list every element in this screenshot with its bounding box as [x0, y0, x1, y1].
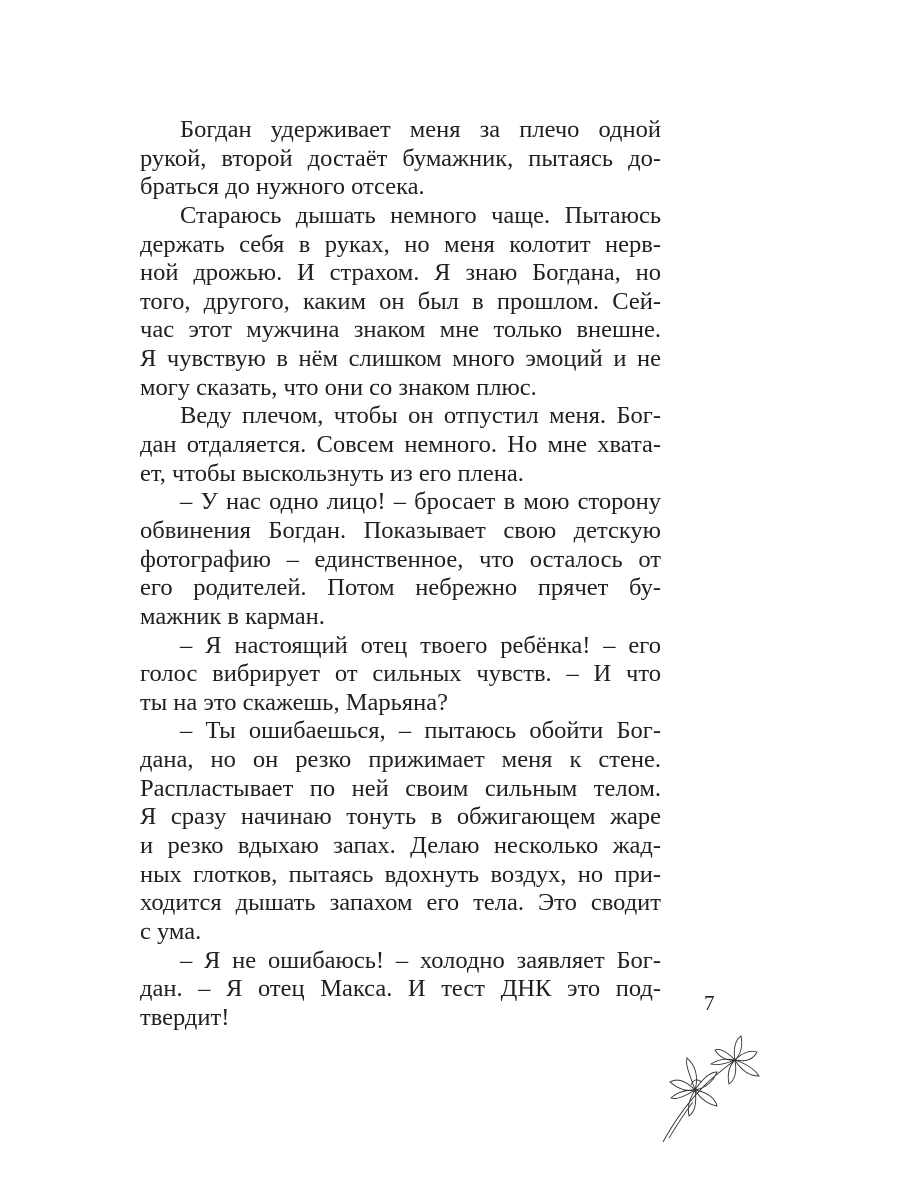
- text-line: дана, но он резко прижимает меня к стене.: [140, 746, 661, 774]
- text-line: ной дрожью. И страхом. Я знаю Богдана, но: [140, 259, 661, 287]
- text-line: ходится дышать запахом его тела. Это сводит: [140, 889, 661, 917]
- text-line: Я сразу начинаю тонуть в обжигающем жаре: [140, 803, 661, 831]
- text-line: могу сказать, что они со знаком плюс.: [140, 373, 537, 401]
- text-line: – У нас одно лицо! – бросает в мою сторону: [180, 488, 661, 516]
- text-line: голос вибрирует от сильных чувств. – И что: [140, 660, 661, 688]
- text-line: держать себя в руках, но меня колотит нерв-: [140, 230, 661, 258]
- text-line: и резко вдыхаю запах. Делаю несколько жад-: [140, 832, 661, 860]
- text-line: Веду плечом, чтобы он отпустил меня. Бог-: [180, 402, 661, 430]
- text-line: ных глотков, пытаясь вдохнуть воздух, но при-: [140, 860, 661, 888]
- text-line: мажник в карман.: [140, 602, 325, 630]
- text-line: его родителей. Потом небрежно прячет бу-: [140, 574, 661, 602]
- body-text: [140, 116, 661, 1033]
- text-line: того, другого, каким он был в прошлом. Сей-: [140, 287, 661, 315]
- text-line: браться до нужного отсека.: [140, 173, 425, 201]
- text-line: с ума.: [140, 917, 202, 945]
- text-line: дан отдаляется. Совсем немного. Но мне хвата-: [140, 431, 661, 459]
- text-line: ет, чтобы выскользнуть из его плена.: [140, 459, 524, 487]
- text-line: – Ты ошибаешься, – пытаюсь обойти Бог-: [180, 717, 661, 745]
- text-line: Я чувствую в нём слишком много эмоций и не: [140, 345, 661, 373]
- text-line: ты на это скажешь, Марьяна?: [140, 688, 448, 716]
- text-line: фотографию – единственное, что осталось от: [140, 545, 661, 573]
- text-line: твердит!: [140, 1003, 230, 1031]
- text-line: – Я настоящий отец твоего ребёнка! – его: [180, 631, 661, 659]
- text-line: обвинения Богдан. Показывает свою детскую: [140, 516, 661, 544]
- text-line: дан. – Я отец Макса. И тест ДНК это под-: [140, 975, 661, 1003]
- text-line: Богдан удерживает меня за плечо одной: [180, 116, 661, 143]
- text-line: – Я не ошибаюсь! – холодно заявляет Бог-: [180, 946, 661, 974]
- text-line: Распластывает по ней своим сильным телом.: [140, 774, 661, 802]
- flower-ornament-icon: [655, 1030, 765, 1145]
- text-line: рукой, второй достаёт бумажник, пытаясь до-: [140, 144, 661, 172]
- text-line: Стараюсь дышать немного чаще. Пытаюсь: [180, 201, 661, 229]
- text-line: час этот мужчина знаком мне только внешне.: [140, 316, 661, 344]
- page-number: 7: [704, 991, 715, 1015]
